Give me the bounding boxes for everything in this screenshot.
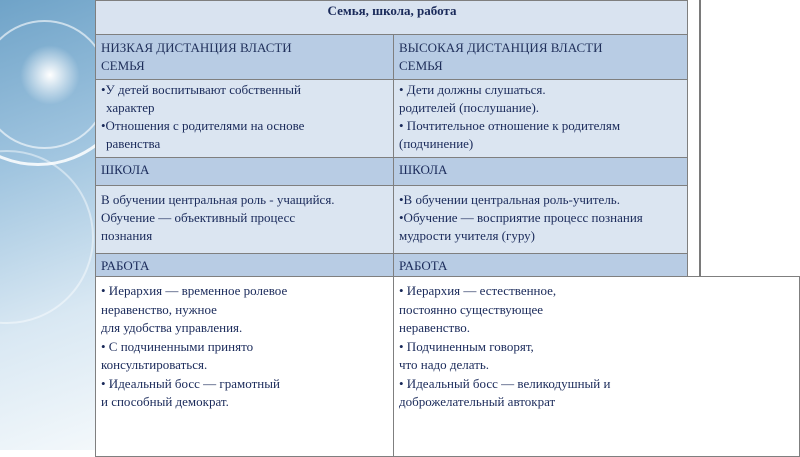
cell-line: для удобства управления.	[101, 320, 243, 335]
cell-line: • Почтительное отношение к родителям	[399, 118, 621, 133]
header-low-power-distance	[96, 35, 394, 80]
work-table	[95, 276, 800, 457]
cell-line: что надо делать.	[399, 357, 490, 372]
cell-line: и способный демократ.	[101, 394, 229, 409]
work-label-low: РАБОТА	[96, 254, 394, 285]
cell-line: •У детей воспитывают собственный	[101, 82, 302, 97]
cell-line: • Идеальный босс — грамотный	[101, 375, 280, 391]
cell-line: • Идеальный босс — великодушный и	[399, 375, 611, 391]
cell-line: родителей (послушание).	[399, 100, 540, 115]
decorative-arc	[0, 150, 94, 324]
cell-line: • Подчиненным говорят,	[399, 338, 534, 354]
decorative-glow	[20, 45, 80, 105]
work-label-high: РАБОТА	[394, 254, 688, 285]
cell-line: •Отношения с родителями на основе	[101, 118, 305, 133]
cell-line: равенства	[106, 136, 161, 151]
header-text: СЕМЬЯ	[101, 58, 145, 73]
table-title: Семья, школа, работа	[96, 1, 688, 35]
cell-line: • Дети должны слушаться.	[399, 82, 546, 97]
header-text: НИЗКАЯ ДИСТАНЦИЯ ВЛАСТИ	[101, 40, 292, 55]
cell-line: консультироваться.	[101, 357, 208, 372]
cell-line: характер	[106, 100, 155, 115]
work-high-cell	[394, 277, 800, 457]
cell-line: неравенство, нужное	[101, 301, 217, 317]
cell-line: неравенство.	[399, 320, 471, 335]
decorative-line	[699, 0, 701, 276]
cell-line: • Иерархия — временное ролевое	[101, 283, 288, 298]
header-high-power-distance	[394, 35, 688, 80]
cell-line: (подчинение)	[399, 136, 474, 151]
school-high-cell	[394, 186, 688, 254]
cell-line: •Обучение — восприятие процесс познания	[399, 210, 643, 225]
school-low-cell	[96, 186, 394, 254]
background-decoration	[0, 0, 95, 450]
cell-line: •В обучении центральная роль-учитель.	[399, 192, 620, 207]
cell-line: познания	[101, 228, 153, 243]
cell-line: Обучение — объективный процесс	[101, 210, 296, 225]
header-text: СЕМЬЯ	[399, 58, 443, 73]
cell-line: В обучении центральная роль - учащийся.	[101, 192, 335, 207]
cell-line: • С подчиненными принято	[101, 338, 254, 354]
cell-line: доброжелательный автократ	[399, 394, 556, 409]
cell-line: мудрости учителя (гуру)	[399, 228, 535, 243]
header-text: ВЫСОКАЯ ДИСТАНЦИЯ ВЛАСТИ	[399, 40, 603, 55]
school-label-high: ШКОЛА	[394, 158, 688, 186]
family-high-cell	[394, 80, 688, 158]
family-low-cell	[96, 80, 394, 158]
school-label-low: ШКОЛА	[96, 158, 394, 186]
work-low-cell	[96, 277, 394, 457]
comparison-table	[95, 0, 688, 285]
cell-line: постоянно существующее	[399, 301, 544, 317]
cell-line: • Иерархия — естественное,	[399, 283, 557, 298]
